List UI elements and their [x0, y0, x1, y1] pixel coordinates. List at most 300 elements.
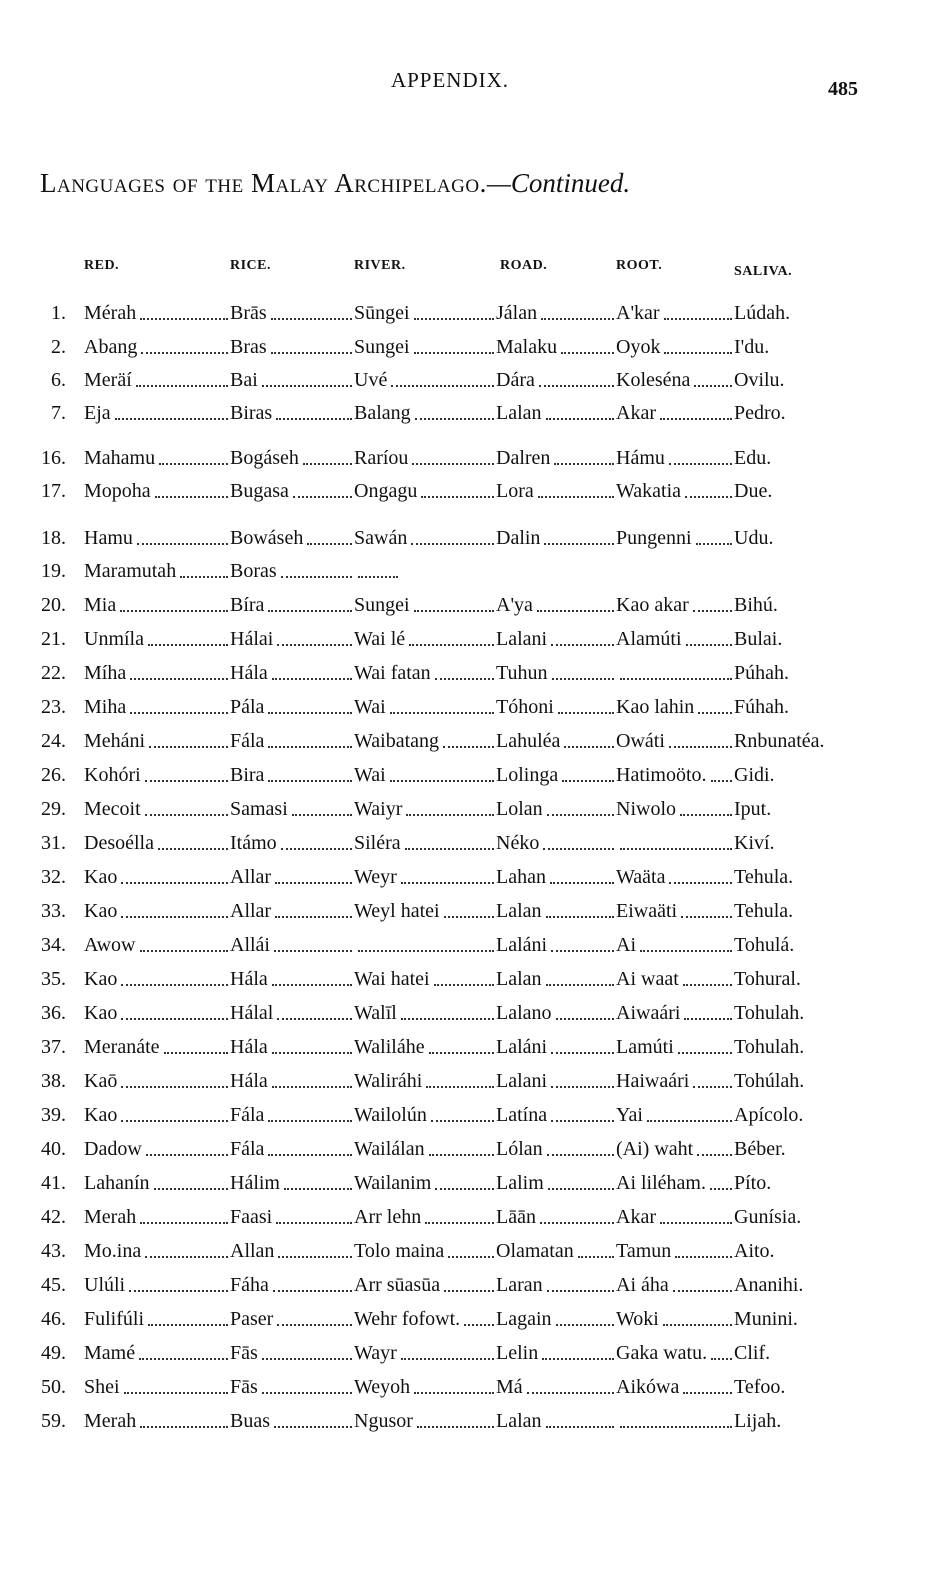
- leader-dots: [284, 1170, 352, 1190]
- word-rice: Hála: [230, 1070, 268, 1092]
- word-river: Walīl: [354, 1002, 397, 1024]
- cell-root: [616, 300, 734, 326]
- leader-dots: [409, 626, 494, 646]
- row-number: 39.: [41, 1104, 66, 1126]
- cell-red: [84, 478, 230, 504]
- word-root: (Ai) waht: [616, 1138, 694, 1160]
- cell-river: [354, 1374, 496, 1400]
- leader-dots: [277, 1000, 352, 1020]
- word-rice: Bugasa: [230, 480, 289, 502]
- leader-dots: [121, 864, 228, 884]
- word-road: Lahan: [496, 866, 546, 888]
- word-saliva: Apícolo.: [734, 1104, 804, 1126]
- word-road: Dalren: [496, 447, 551, 469]
- page-number: 485: [828, 78, 858, 100]
- cell-red: [84, 864, 230, 890]
- leader-dots: [268, 728, 352, 748]
- leader-dots: [539, 367, 614, 387]
- cell-root: [616, 626, 734, 652]
- word-saliva: Gunísia.: [734, 1206, 802, 1228]
- cell-rice: [230, 1340, 354, 1366]
- leader-dots: [414, 300, 494, 320]
- leader-dots: [541, 300, 614, 320]
- leader-dots: [139, 1340, 228, 1360]
- cell-red: [84, 1340, 230, 1366]
- leader-dots: [358, 932, 494, 952]
- word-saliva: Kiví.: [734, 832, 775, 854]
- cell-rice: [230, 1170, 354, 1196]
- leader-dots: [550, 864, 614, 884]
- row-number: 2.: [51, 336, 66, 358]
- table-row: [0, 1272, 900, 1304]
- leader-dots: [669, 728, 732, 748]
- word-rice: Brās: [230, 302, 267, 324]
- word-rice: Hála: [230, 968, 268, 990]
- word-rice: Fála: [230, 1104, 265, 1126]
- word-saliva: Tehula.: [734, 900, 794, 922]
- word-road: Laran: [496, 1274, 543, 1296]
- leader-dots: [675, 1238, 732, 1258]
- table-row: [0, 592, 900, 624]
- cell-rice: [230, 626, 354, 652]
- cell-road: [496, 592, 616, 618]
- leader-dots: [678, 1034, 732, 1054]
- cell-road: [496, 898, 616, 924]
- word-red: Mérah: [84, 302, 137, 324]
- cell-red: [84, 1408, 230, 1434]
- column-header-saliva: SALIVA.: [734, 264, 793, 279]
- cell-rice: [230, 334, 354, 360]
- word-rice: Fās: [230, 1376, 258, 1398]
- leader-dots: [129, 1272, 228, 1292]
- row-number: 29.: [41, 798, 66, 820]
- leader-dots: [145, 1238, 228, 1258]
- word-red: Míha: [84, 662, 127, 684]
- word-root: Niwolo: [616, 798, 676, 820]
- table-title-main: Languages of the Malay Archipelago.: [40, 168, 487, 198]
- row-number: 45.: [41, 1274, 66, 1296]
- leader-dots: [262, 367, 352, 387]
- word-river: Weyl hatei: [354, 900, 440, 922]
- cell-rice: [230, 1272, 354, 1298]
- cell-road: [496, 445, 616, 471]
- cell-rice: [230, 525, 354, 551]
- word-road: Tuhun: [496, 662, 548, 684]
- leader-dots: [538, 478, 614, 498]
- leader-dots: [149, 728, 228, 748]
- cell-river: [354, 1102, 496, 1128]
- word-rice: Hálim: [230, 1172, 280, 1194]
- leader-dots: [164, 1034, 228, 1054]
- word-road: Malaku: [496, 336, 558, 358]
- word-road: Latína: [496, 1104, 548, 1126]
- table-row: [0, 300, 900, 332]
- table-row: [0, 932, 900, 964]
- leader-dots: [145, 796, 228, 816]
- row-number: 19.: [41, 560, 66, 582]
- leader-dots: [673, 1272, 732, 1292]
- cell-road: [496, 1374, 616, 1400]
- leader-dots: [425, 1204, 494, 1224]
- word-rice: Fáha: [230, 1274, 269, 1296]
- leader-dots: [262, 1340, 352, 1360]
- row-number: 43.: [41, 1240, 66, 1262]
- word-river: Wehr fofowt.: [354, 1308, 461, 1330]
- row-number: 31.: [41, 832, 66, 854]
- word-river: Ongagu: [354, 480, 418, 502]
- cell-river: [354, 898, 496, 924]
- leader-dots: [272, 1034, 352, 1054]
- cell-rice: [230, 1068, 354, 1094]
- leader-dots: [281, 830, 352, 850]
- cell-root: [616, 796, 734, 822]
- cell-river: [354, 694, 496, 720]
- word-river: Sungei: [354, 336, 410, 358]
- row-number: 46.: [41, 1308, 66, 1330]
- leader-dots: [303, 445, 352, 465]
- cell-red: [84, 525, 230, 551]
- word-river: Wai: [354, 696, 386, 718]
- word-saliva: Lúdah.: [734, 302, 791, 324]
- word-root: Wakatia: [616, 480, 682, 502]
- word-saliva: Tohúlah.: [734, 1070, 805, 1092]
- leader-dots: [148, 626, 228, 646]
- word-saliva: Clif.: [734, 1342, 771, 1364]
- table-row: [0, 1306, 900, 1338]
- cell-road: [496, 864, 616, 890]
- word-river: Wailálan: [354, 1138, 425, 1160]
- word-rice: Allái: [230, 934, 270, 956]
- leader-dots: [277, 626, 352, 646]
- word-road: Lalani: [496, 1070, 548, 1092]
- cell-red: [84, 660, 230, 686]
- cell-river: [354, 334, 496, 360]
- cell-road: [496, 728, 616, 754]
- leader-dots: [276, 400, 352, 420]
- cell-river: [354, 796, 496, 822]
- cell-rice: [230, 445, 354, 471]
- cell-rice: [230, 728, 354, 754]
- word-root: Koleséna: [616, 369, 691, 391]
- word-red: Kao: [84, 1002, 118, 1024]
- cell-road: [496, 626, 616, 652]
- word-root: Lamúti: [616, 1036, 674, 1058]
- word-red: Dadow: [84, 1138, 142, 1160]
- cell-rice: [230, 694, 354, 720]
- leader-dots: [554, 445, 614, 465]
- running-head: APPENDIX.: [390, 68, 510, 92]
- leader-dots: [444, 898, 494, 918]
- leader-dots: [415, 400, 494, 420]
- word-red: Maramutah: [84, 560, 177, 582]
- leader-dots: [421, 478, 494, 498]
- word-saliva: Ovilu.: [734, 369, 785, 391]
- table-row: [0, 898, 900, 930]
- word-root: Ai: [616, 934, 636, 956]
- leader-dots: [693, 592, 732, 612]
- word-river: Ngusor: [354, 1410, 413, 1432]
- leader-dots: [268, 1102, 352, 1122]
- word-river: Raríou: [354, 447, 409, 469]
- cell-road: [496, 1034, 616, 1060]
- word-red: Mahamu: [84, 447, 156, 469]
- table-row: [0, 1340, 900, 1372]
- leader-dots: [558, 694, 614, 714]
- leader-dots: [272, 1068, 352, 1088]
- cell-river: [354, 728, 496, 754]
- word-root: Eiwaäti: [616, 900, 678, 922]
- table-row: [0, 1374, 900, 1406]
- cell-rice: [230, 478, 354, 504]
- table-row: [0, 864, 900, 896]
- cell-root: [616, 1068, 734, 1094]
- cell-red: [84, 592, 230, 618]
- cell-river: [354, 478, 496, 504]
- cell-rice: [230, 762, 354, 788]
- word-road: Má: [496, 1376, 523, 1398]
- cell-road: [496, 796, 616, 822]
- word-rice: Hálai: [230, 628, 274, 650]
- table-row: [0, 660, 900, 692]
- leader-dots: [121, 1102, 228, 1122]
- leader-dots: [180, 558, 228, 578]
- word-rice: Bogáseh: [230, 447, 299, 469]
- leader-dots: [307, 525, 352, 545]
- row-number: 38.: [41, 1070, 66, 1092]
- word-river: Sūngei: [354, 302, 410, 324]
- word-saliva: Píto.: [734, 1172, 772, 1194]
- leader-dots: [556, 1000, 614, 1020]
- leader-dots: [271, 300, 352, 320]
- row-number: 59.: [41, 1410, 66, 1432]
- leader-dots: [556, 1306, 614, 1326]
- cell-road: [496, 334, 616, 360]
- cell-river: [354, 660, 496, 686]
- word-road: Jálan: [496, 302, 538, 324]
- leader-dots: [564, 728, 614, 748]
- word-red: Hamu: [84, 527, 133, 549]
- cell-red: [84, 558, 230, 584]
- leader-dots: [411, 525, 494, 545]
- word-road: Lāān: [496, 1206, 536, 1228]
- word-root: [616, 1408, 618, 1428]
- leader-dots: [551, 932, 614, 952]
- cell-road: [496, 1204, 616, 1230]
- table-row: [0, 728, 900, 760]
- cell-rice: [230, 1034, 354, 1060]
- cell-river: [354, 300, 496, 326]
- table-row: [0, 1068, 900, 1100]
- row-number: 35.: [41, 968, 66, 990]
- row-number: 21.: [41, 628, 66, 650]
- leader-dots: [137, 525, 228, 545]
- cell-road: [496, 1272, 616, 1298]
- cell-root: [616, 1034, 734, 1060]
- cell-root: [616, 525, 734, 551]
- leader-dots: [544, 525, 614, 545]
- leader-dots: [551, 1034, 614, 1054]
- table-row: [0, 626, 900, 658]
- row-number: 7.: [51, 402, 66, 424]
- word-river: Tolo maina: [354, 1240, 445, 1262]
- leader-dots: [121, 1068, 228, 1088]
- leader-dots: [272, 966, 352, 986]
- leader-dots: [274, 932, 352, 952]
- cell-rice: [230, 300, 354, 326]
- leader-dots: [681, 898, 732, 918]
- leader-dots: [145, 762, 228, 782]
- word-saliva: Pedro.: [734, 402, 786, 424]
- word-rice: Allan: [230, 1240, 275, 1262]
- leader-dots: [121, 898, 228, 918]
- leader-dots: [278, 1238, 352, 1258]
- leader-dots: [711, 1340, 732, 1360]
- word-rice: Fās: [230, 1342, 258, 1364]
- cell-rice: [230, 1102, 354, 1128]
- leader-dots: [444, 1272, 494, 1292]
- leader-dots: [273, 1272, 352, 1292]
- word-rice: Hála: [230, 662, 268, 684]
- leader-dots: [551, 1068, 614, 1088]
- word-saliva: Ananihi.: [734, 1274, 804, 1296]
- word-root: Kao lahin: [616, 696, 695, 718]
- word-road: Lahuléa: [496, 730, 561, 752]
- word-rice: Hála: [230, 1036, 268, 1058]
- leader-dots: [464, 1306, 494, 1326]
- leader-dots: [414, 592, 494, 612]
- leader-dots: [429, 1034, 494, 1054]
- word-root: Ai liléham.: [616, 1172, 706, 1194]
- cell-river: [354, 445, 496, 471]
- leader-dots: [272, 660, 352, 680]
- word-rice: Fála: [230, 730, 265, 752]
- leader-dots: [146, 1136, 228, 1156]
- cell-river: [354, 932, 496, 952]
- cell-root: [616, 932, 734, 958]
- leader-dots: [115, 400, 228, 420]
- word-root: Aikówa: [616, 1376, 680, 1398]
- leader-dots: [275, 864, 352, 884]
- cell-rice: [230, 898, 354, 924]
- cell-red: [84, 1170, 230, 1196]
- row-number: 37.: [41, 1036, 66, 1058]
- word-river: Wayr: [354, 1342, 397, 1364]
- cell-rice: [230, 1238, 354, 1264]
- leader-dots: [271, 334, 352, 354]
- cell-root: [616, 400, 734, 426]
- cell-rice: [230, 400, 354, 426]
- word-red: Kaō: [84, 1070, 118, 1092]
- cell-river: [354, 864, 496, 890]
- row-number: 33.: [41, 900, 66, 922]
- leader-dots: [130, 660, 228, 680]
- word-saliva: Due.: [734, 480, 773, 502]
- word-rice: Allar: [230, 900, 272, 922]
- leader-dots: [664, 300, 732, 320]
- leader-dots: [390, 762, 494, 782]
- leader-dots: [141, 334, 228, 354]
- leader-dots: [155, 478, 228, 498]
- word-rice: Bowáseh: [230, 527, 304, 549]
- leader-dots: [547, 796, 614, 816]
- word-root: [616, 660, 618, 680]
- leader-dots: [710, 1170, 732, 1190]
- leader-dots: [274, 1408, 352, 1428]
- word-rice: Pála: [230, 696, 265, 718]
- word-red: Eja: [84, 402, 111, 424]
- word-road: Laláni: [496, 1036, 548, 1058]
- leader-dots: [547, 1136, 614, 1156]
- word-road: Lelin: [496, 1342, 539, 1364]
- row-number: 40.: [41, 1138, 66, 1160]
- word-river: Balang: [354, 402, 411, 424]
- word-saliva: Tohulá.: [734, 934, 795, 956]
- leader-dots: [448, 1238, 494, 1258]
- word-river: Waibatang: [354, 730, 440, 752]
- word-rice: Buas: [230, 1410, 270, 1432]
- word-road: A'ya: [496, 594, 533, 616]
- cell-rice: [230, 864, 354, 890]
- cell-red: [84, 1136, 230, 1162]
- word-road: Lolan: [496, 798, 543, 820]
- word-red: Kao: [84, 866, 118, 888]
- cell-root: [616, 660, 734, 680]
- leader-dots: [660, 1204, 732, 1224]
- cell-road: [496, 367, 616, 393]
- leader-dots: [562, 762, 614, 782]
- word-river: Wailolún: [354, 1104, 427, 1126]
- word-river: Waiyr: [354, 798, 403, 820]
- word-rice: Hálal: [230, 1002, 274, 1024]
- leader-dots: [148, 1306, 228, 1326]
- word-red: Meräí: [84, 369, 132, 391]
- cell-rice: [230, 558, 354, 584]
- leader-dots: [546, 1408, 614, 1428]
- leader-dots: [663, 1306, 732, 1326]
- cell-red: [84, 334, 230, 360]
- table-row: [0, 1102, 900, 1134]
- leader-dots: [578, 1238, 614, 1258]
- leader-dots: [401, 1340, 494, 1360]
- row-number: 34.: [41, 934, 66, 956]
- cell-red: [84, 762, 230, 788]
- cell-rice: [230, 966, 354, 992]
- table-row: [0, 1238, 900, 1270]
- cell-red: [84, 796, 230, 822]
- cell-river: [354, 1238, 496, 1264]
- leader-dots: [683, 1374, 732, 1394]
- word-rice: Itámo: [230, 832, 277, 854]
- leader-dots: [620, 1408, 732, 1428]
- word-root: Waäta: [616, 866, 666, 888]
- leader-dots: [136, 367, 228, 387]
- word-rice: Bíra: [230, 594, 265, 616]
- cell-root: [616, 445, 734, 471]
- leader-dots: [390, 694, 494, 714]
- leader-dots: [140, 1204, 228, 1224]
- leader-dots: [277, 1306, 352, 1326]
- word-root: Hámu: [616, 447, 665, 469]
- cell-red: [84, 932, 230, 958]
- row-number: 6.: [51, 369, 66, 391]
- word-saliva: Iput.: [734, 798, 772, 820]
- cell-river: [354, 1340, 496, 1366]
- cell-river: [354, 1000, 496, 1026]
- leader-dots: [527, 1374, 614, 1394]
- cell-river: [354, 1272, 496, 1298]
- leader-dots: [124, 1374, 228, 1394]
- cell-rice: [230, 932, 354, 958]
